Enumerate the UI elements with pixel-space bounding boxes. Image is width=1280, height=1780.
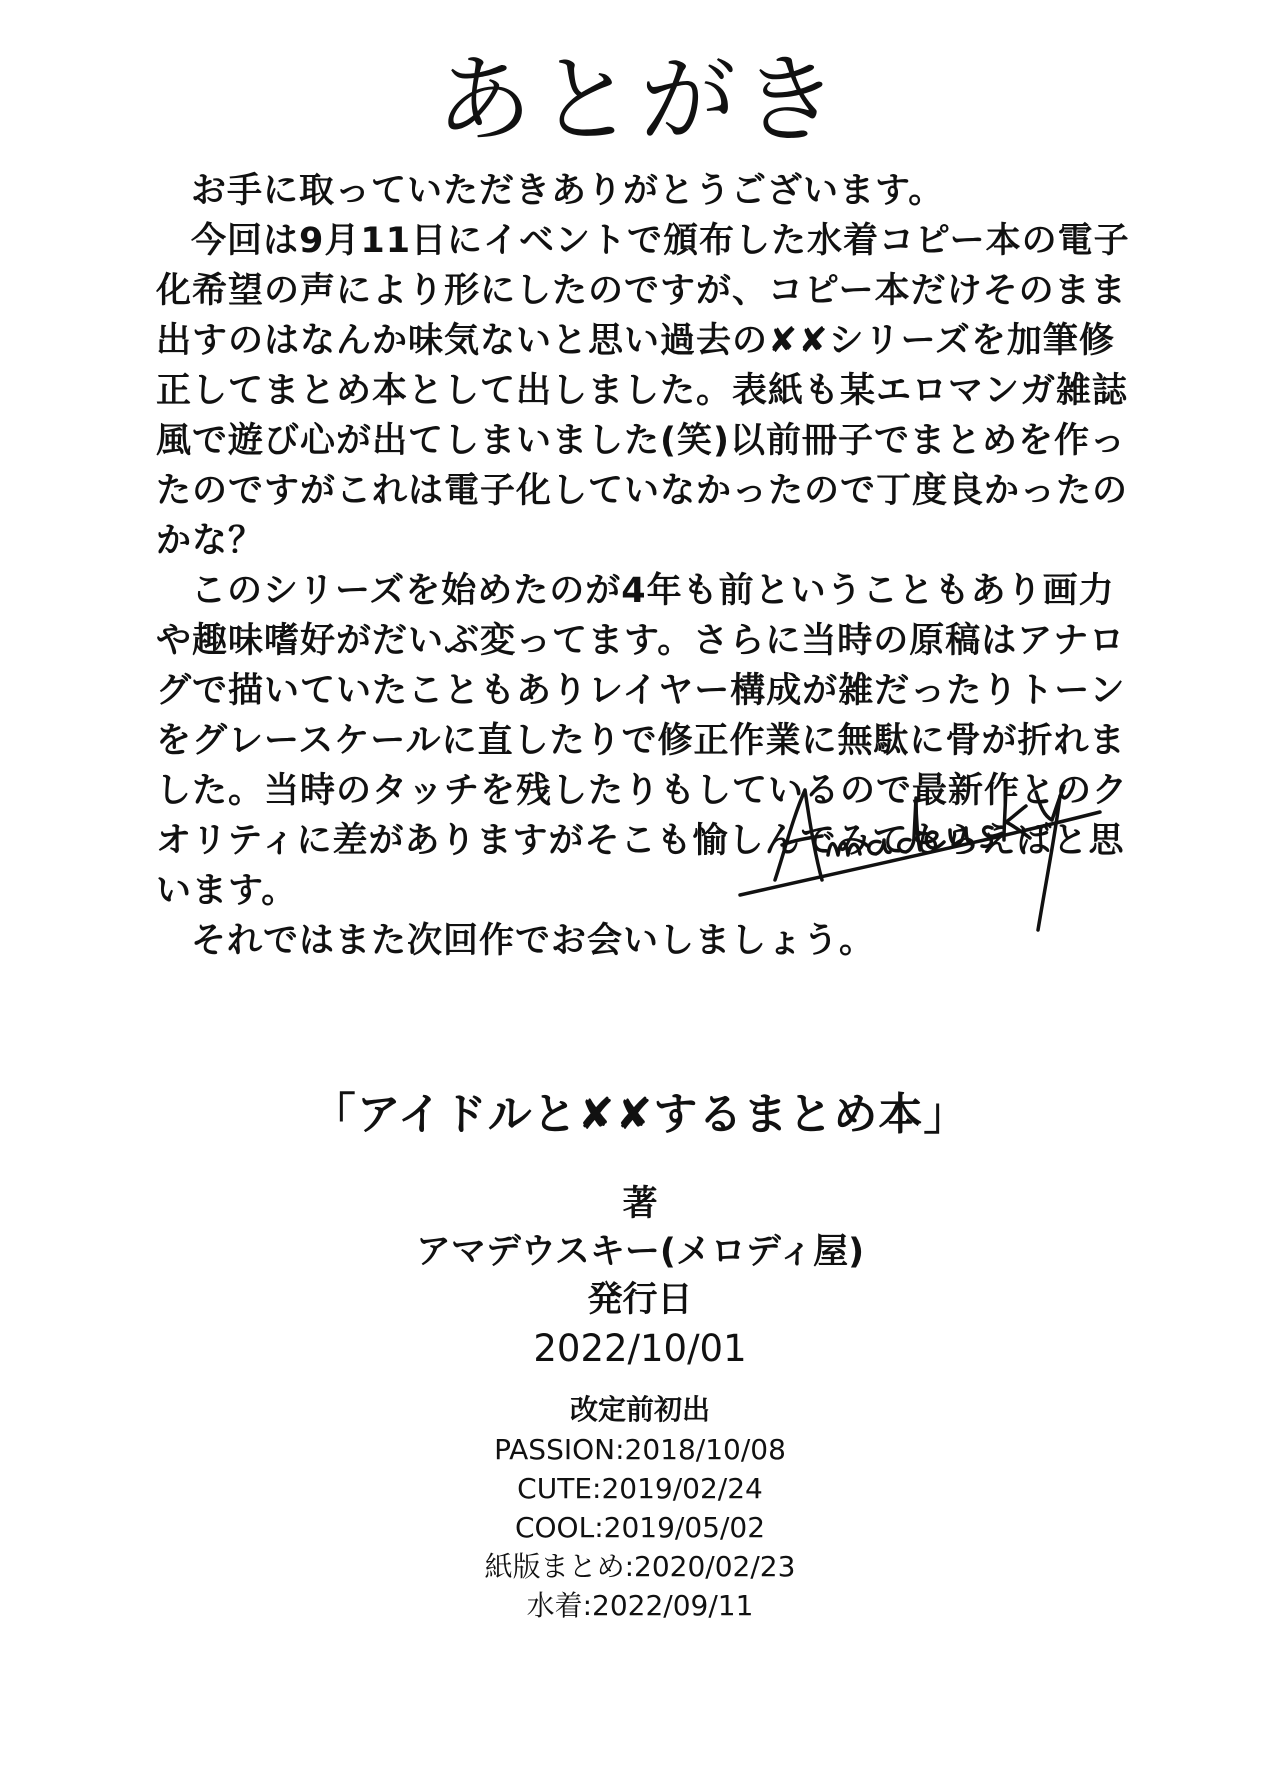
afterword-paragraph: それではまた次回作でお会いしましょう。: [191, 921, 876, 961]
published-label: 発行日: [587, 1280, 693, 1320]
history-item: 水着:2022/09/11: [526, 1589, 754, 1622]
history-item: COOL:2019/05/02: [514, 1511, 766, 1544]
afterword-paragraph: このシリーズを始めたのが4年も前ということもあり画力や趣味嗜好がだいぶ変ってます。さらに当時の原稿はアナログで描いていたこともありレイヤー構成が雑だったりトーンをグレースケールに直したりで修正作業に無駄に骨が折れました。当時のタッチを残したりもしているので最新作とのクオリティに差がありますがそこも愉しんでみてもらえばと思います。: [156, 571, 1129, 911]
history-item: PASSION:2018/10/08: [494, 1433, 786, 1466]
credits: [0, 1180, 1280, 1374]
history-item: CUTE:2019/02/24: [517, 1472, 763, 1505]
author-name: アマデウスキー(メロディ屋): [415, 1232, 865, 1272]
afterword-paragraph: お手に取っていただきありがとうございます。: [191, 171, 945, 211]
afterword-paragraph: 今回は9月11日にイベントで頒布した水着コピー本の電子化希望の声により形にしたのですが、コピー本だけそのまま出すのはなんか味気ないと思い過去の✘✘シリーズを加筆修正してまとめ本として出しました。表紙も某エロマンガ雑誌風で遊び心が出てしまいました(笑)以前冊子でまとめを作ったのですがこれは電子化していなかったので丁度良かったのかな？: [156, 221, 1130, 561]
history-item: 紙版まとめ:2020/02/23: [484, 1550, 796, 1583]
publication-history: [0, 1390, 1280, 1625]
author-label: 著: [622, 1184, 658, 1224]
book-title: 「アイドルと✘✘するまとめ本」: [311, 1089, 969, 1140]
signature-drawing: [730, 730, 1130, 960]
page-title: あとがき: [436, 44, 844, 156]
published-date: 2022/10/01: [533, 1327, 747, 1370]
colophon: [0, 1085, 1280, 1145]
history-label: 改定前初出: [569, 1393, 710, 1426]
author-signature: [730, 730, 1130, 960]
